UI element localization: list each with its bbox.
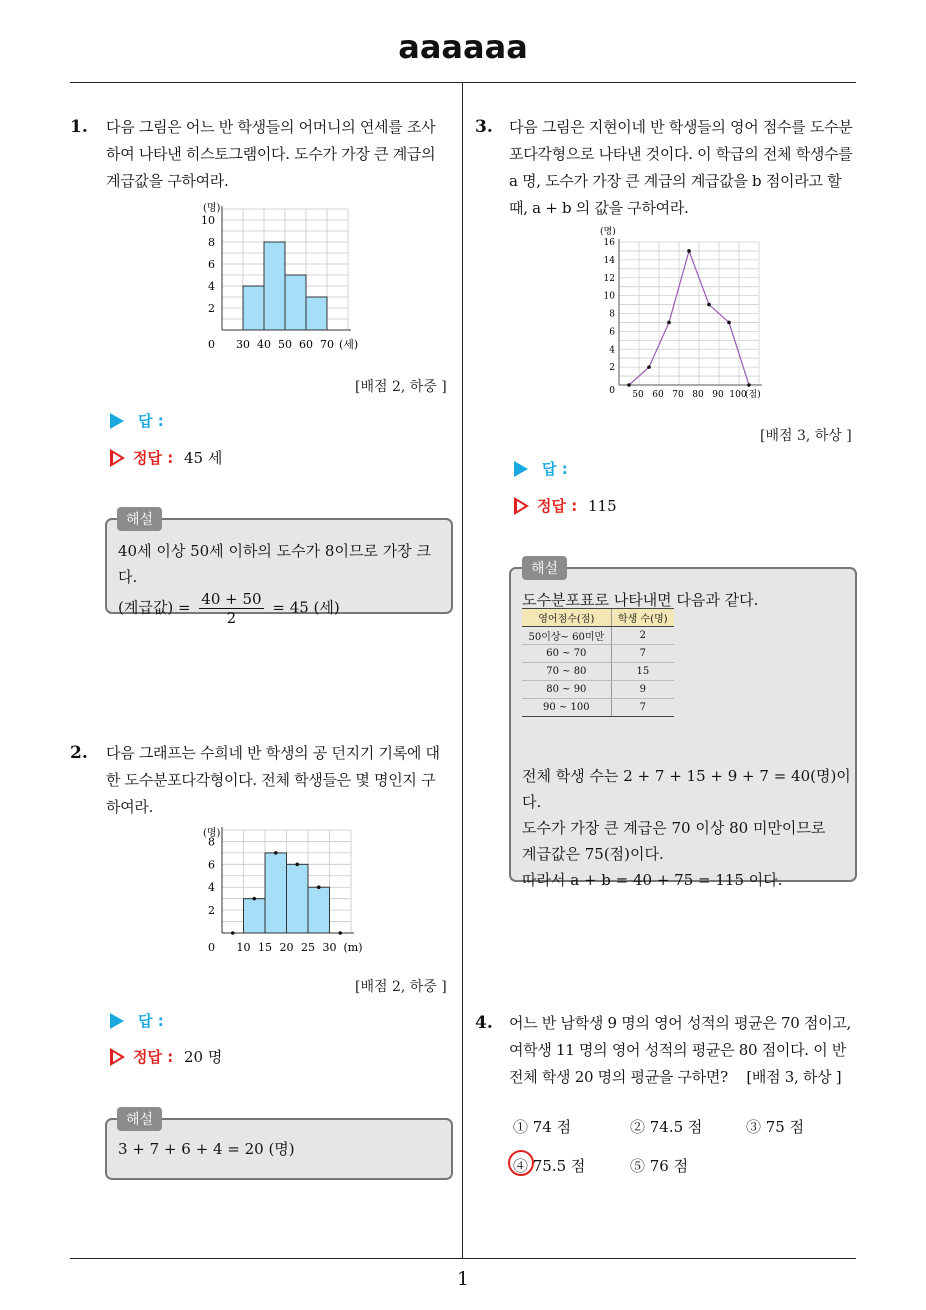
score-meta: [배점 3, 하상 ] (760, 428, 852, 444)
question-line: 계급값을 구하여라. (106, 172, 229, 190)
question-line: 때, a + b 의 값을 구하여라. (509, 199, 689, 217)
polygon-line (629, 251, 749, 385)
x-tick-label: 100 (729, 390, 747, 400)
explanation-formula: (계급값) = $\frac{40 + 50}{2}$ = 45 (세) (118, 590, 340, 627)
correct-value: 45 세 (183, 449, 223, 467)
y-axis-unit: (명) (203, 203, 221, 214)
choice-4[interactable]: ④ 75.5 점 (513, 1157, 586, 1175)
x-tick-label: 50 (632, 390, 644, 400)
frequency-polygon-chart (598, 224, 798, 404)
column-divider (462, 82, 463, 1258)
data-point (317, 885, 321, 889)
chart-line (629, 251, 749, 385)
x-tick-label: 15 (258, 941, 272, 953)
explanation-text (118, 1136, 448, 1162)
correct-value: 20 명 (183, 1048, 223, 1066)
data-point (747, 383, 751, 387)
explanation-line: 전체 학생 수는 2 + 7 + 15 + 9 + 7 = 40(명)이다. (522, 767, 851, 811)
question-line: 전체 학생 20 명의 평균을 구하면? [배점 3, 하상 ] (509, 1068, 842, 1086)
x-tick-label: 80 (692, 390, 704, 400)
x-tick-label: 60 (652, 390, 664, 400)
x-tick-label: 70 (320, 338, 334, 350)
question-line: a 명, 도수가 가장 큰 계급의 계급값을 b 점이라고 할 (509, 172, 842, 190)
x-tick-label: 0 (208, 941, 215, 953)
question-line: 하여라. (106, 798, 154, 816)
explanation-tag: 해설 (522, 556, 567, 580)
table-header: 영어점수(점) (522, 609, 611, 627)
question-number: 1. (70, 117, 88, 137)
explanation-line: 40세 이상 50세 이하의 도수가 8이므로 가장 크다. (118, 542, 431, 586)
table-cell: 50이상~ 60미만 (522, 627, 611, 645)
y-tick-label: 6 (208, 258, 215, 271)
y-tick-label: 10 (603, 291, 615, 302)
fraction: $\frac{40 + 50}{2}$ (201, 590, 262, 627)
histogram-polygon-chart (195, 823, 370, 953)
y-tick-label: 2 (208, 302, 215, 315)
choice-5[interactable]: ⑤ 76 점 (630, 1157, 689, 1175)
y-tick-label: 12 (603, 273, 615, 284)
histogram-bar (265, 853, 287, 933)
data-point (667, 321, 671, 325)
answer-label: 답 : (110, 410, 164, 431)
choice-2[interactable]: ② 74.5 점 (630, 1118, 703, 1136)
x-tick-label: 70 (672, 390, 684, 400)
question-line: 하여 나타낸 히스토그램이다. 도수가 가장 큰 계급의 (106, 145, 436, 163)
y-tick-label: 4 (208, 280, 215, 293)
histogram-bar (244, 899, 266, 933)
y-tick-label: 4 (208, 881, 215, 895)
table-row (522, 699, 674, 717)
play-triangle-icon (110, 413, 124, 429)
x-tick-label: 10 (236, 941, 251, 953)
y-tick-label: 14 (603, 255, 615, 266)
data-point (231, 931, 235, 935)
question-line: 여학생 11 명의 영어 성적의 평균은 80 점이다. 이 반 (509, 1041, 847, 1059)
x-tick-label: 60 (299, 338, 313, 350)
explanation-text (522, 763, 854, 893)
table-cell: 9 (611, 681, 674, 699)
histogram-bar (287, 864, 309, 933)
x-tick-label: 0 (208, 338, 215, 350)
chart-bars (244, 853, 330, 933)
question-text (106, 114, 456, 195)
y-tick-label: 8 (208, 236, 215, 249)
explanation-line: 계급값은 75(점)이다. (522, 845, 664, 863)
choice-1[interactable]: ① 74 점 (513, 1118, 572, 1136)
table-cell: 90 ~ 100 (522, 699, 611, 717)
y-axis-unit: (명) (203, 828, 221, 839)
explanation-line: 3 + 7 + 6 + 4 = 20 (명) (118, 1140, 295, 1158)
x-tick-label: 90 (712, 390, 724, 400)
table-header-row (522, 609, 674, 627)
y-tick-label: 6 (609, 327, 615, 338)
y-tick-label: 16 (603, 238, 615, 248)
question-line: 다음 그래프는 수희네 반 학생의 공 던지기 기록에 대 (106, 744, 440, 762)
question-text (509, 114, 861, 222)
explanation-line: 도수가 가장 큰 계급은 70 이상 80 미만이므로 (522, 819, 826, 837)
correct-value: 115 (587, 497, 617, 515)
table-cell: 60 ~ 70 (522, 645, 611, 663)
frequency-table (522, 608, 674, 717)
x-tick-label: 50 (278, 338, 292, 350)
question-number: 3. (475, 117, 493, 137)
explanation-tag: 해설 (117, 507, 162, 531)
table-row (522, 627, 674, 645)
histogram-bar (285, 275, 306, 330)
data-point (338, 931, 342, 935)
x-axis-unit: (세) (339, 338, 359, 350)
table-header: 학생 수(명) (611, 609, 674, 627)
explanation-intro: 도수분포표로 나타내면 다음과 같다. (522, 591, 759, 609)
chart-axes (619, 239, 762, 385)
correct-answer: 정답 : 20 명 (110, 1046, 222, 1067)
question-text (509, 1010, 861, 1091)
chart-points (627, 249, 751, 387)
question-line: 어느 반 남학생 9 명의 영어 성적의 평균은 70 점이고, (509, 1014, 852, 1032)
histogram-bar (264, 242, 285, 330)
data-point (295, 863, 299, 867)
question-number: 4. (475, 1013, 493, 1033)
outline-triangle-icon (514, 497, 529, 515)
outline-triangle-icon (110, 1048, 125, 1066)
question-line: 포다각형으로 나타낸 것이다. 이 학급의 전체 학생수를 (509, 145, 853, 163)
x-tick-label: 30 (236, 338, 250, 350)
y-tick-label: 8 (609, 309, 615, 320)
x-tick-label: 20 (279, 941, 294, 953)
selected-answer-mark (508, 1150, 534, 1176)
question-line: 한 도수분포다각형이다. 전체 학생들은 몇 명인지 구 (106, 771, 436, 789)
y-tick-label: 8 (208, 835, 215, 849)
outline-triangle-icon (110, 449, 125, 467)
table-cell: 15 (611, 663, 674, 681)
explanation-tag: 해설 (117, 1107, 162, 1131)
question-text (106, 740, 456, 821)
y-tick-label: 10 (201, 214, 215, 227)
x-tick-label: 40 (257, 338, 271, 350)
data-point (647, 365, 651, 369)
y-tick-label: 2 (208, 904, 215, 918)
table-row (522, 663, 674, 681)
table-cell: 80 ~ 90 (522, 681, 611, 699)
y-tick-label: 6 (208, 858, 215, 872)
table-cell: 2 (611, 627, 674, 645)
answer-label: 답 : (514, 458, 568, 479)
x-axis-unit: (점) (745, 390, 761, 400)
question-line: 다음 그림은 지현이네 반 학생들의 영어 점수를 도수분 (509, 118, 853, 136)
answer-label: 답 : (110, 1010, 164, 1031)
x-tick-label: 25 (301, 941, 315, 953)
footer-rule (70, 1258, 856, 1259)
histogram-bar (243, 286, 264, 330)
data-point (252, 897, 256, 901)
table-cell: 7 (611, 645, 674, 663)
data-point (727, 321, 731, 325)
data-point (687, 249, 691, 253)
correct-answer: 정답 : 45 세 (110, 447, 222, 468)
explanation-text (118, 538, 448, 627)
y-tick-label: 2 (609, 363, 615, 374)
explanation-line: 따라서 a + b = 40 + 75 = 115 이다. (522, 871, 783, 889)
score-meta: [배점 3, 하상 ] (746, 1068, 842, 1086)
question-number: 2. (70, 743, 88, 763)
play-triangle-icon (110, 1013, 124, 1029)
table-row (522, 681, 674, 699)
table-cell: 70 ~ 80 (522, 663, 611, 681)
y-axis-unit: (명) (600, 227, 616, 237)
play-triangle-icon (514, 461, 528, 477)
x-tick-label: 0 (609, 386, 615, 396)
x-tick-label: 30 (322, 941, 337, 953)
histogram-bar (308, 887, 330, 933)
chart-grid (619, 242, 759, 385)
histogram-chart (195, 198, 370, 350)
choice-3[interactable]: ③ 75 점 (746, 1118, 805, 1136)
y-tick-label: 4 (609, 345, 615, 356)
score-meta: [배점 2, 하중 ] (355, 979, 447, 995)
page-title: aaaaaa (398, 28, 528, 66)
histogram-bar (306, 297, 327, 330)
x-axis-unit: (m) (343, 941, 363, 953)
question-line: 다음 그림은 어느 반 학생들의 어머니의 연세를 조사 (106, 118, 436, 136)
page-number: 1 (456, 1268, 470, 1290)
data-point (274, 851, 278, 855)
table-cell: 7 (611, 699, 674, 717)
score-meta: [배점 2, 하중 ] (355, 379, 447, 395)
data-point (707, 303, 711, 307)
table-row (522, 645, 674, 663)
correct-answer: 정답 : 115 (514, 495, 617, 516)
data-point (627, 383, 631, 387)
header-rule (70, 82, 856, 83)
